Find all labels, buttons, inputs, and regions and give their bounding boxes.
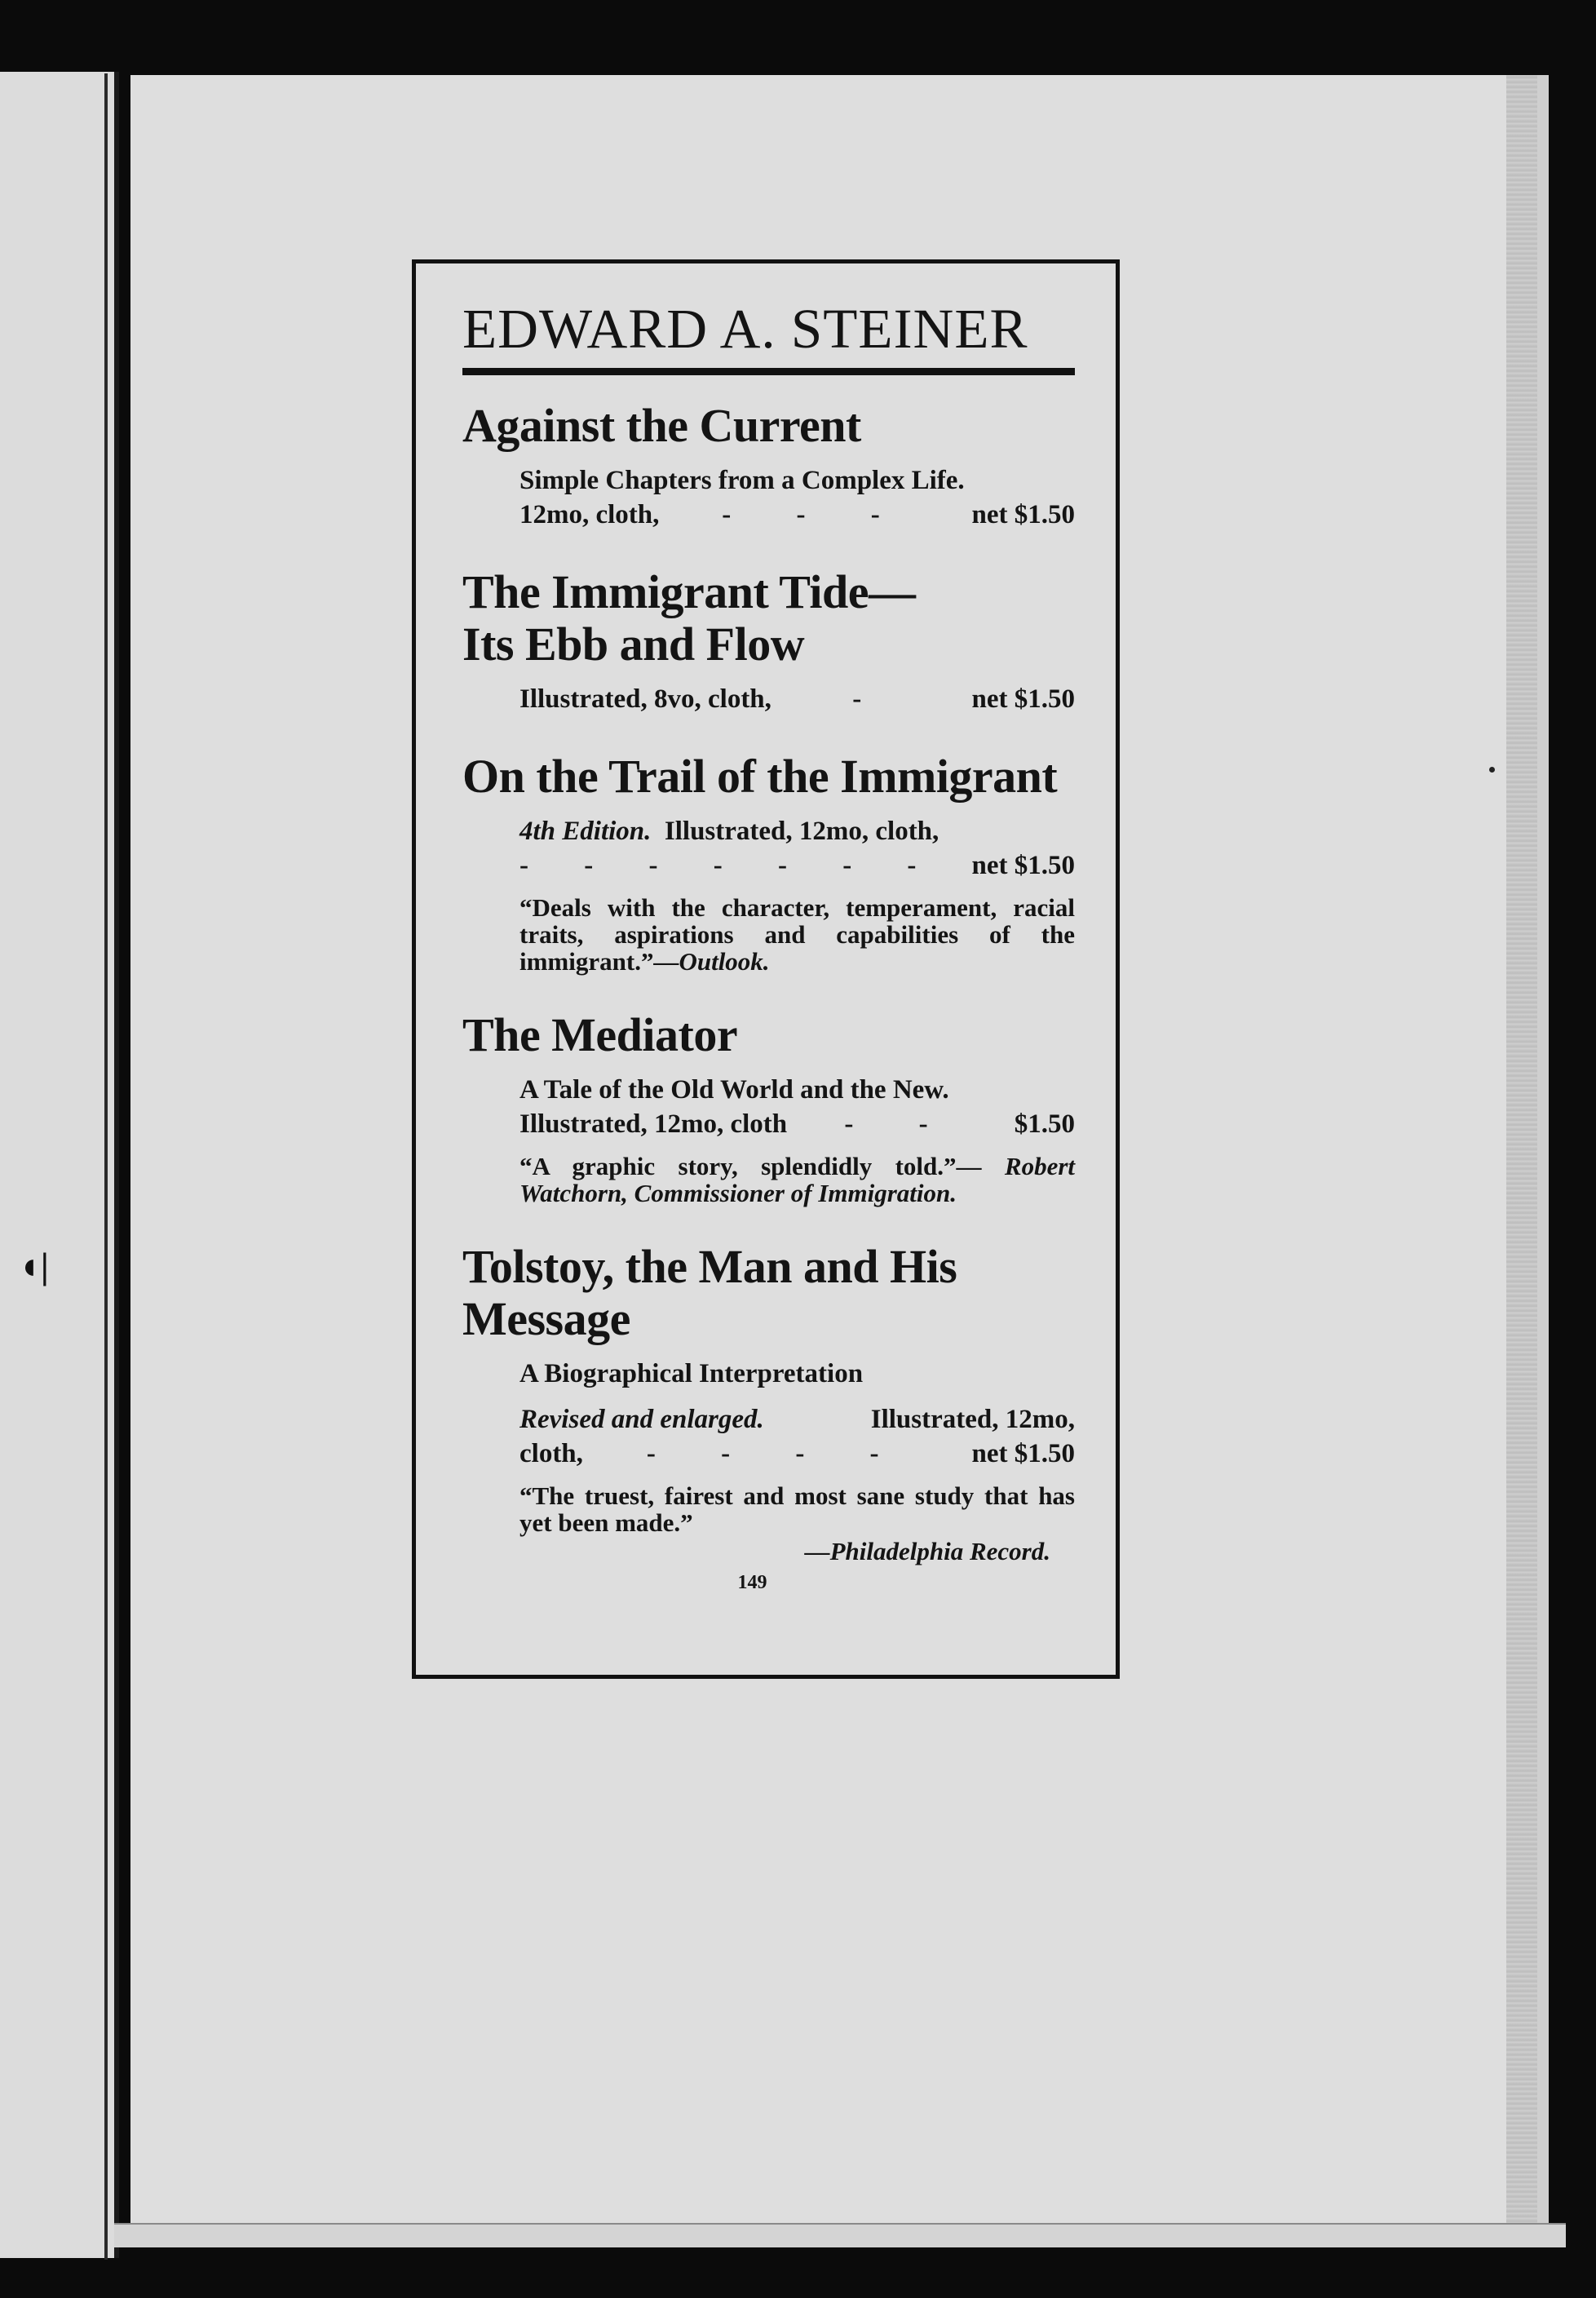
- bottom-page-edge: [114, 2223, 1566, 2247]
- book-edition-line: 4th Edition. Illustrated, 12mo, cloth,: [519, 817, 939, 846]
- book-review-quote: “The truest, fairest and most sane study that has yet been made.”: [519, 1481, 1075, 1537]
- book-price-line: 12mo, cloth, - - - net $1.50: [519, 500, 1075, 529]
- gutter-line: [104, 73, 108, 2260]
- page-edge: [1506, 75, 1537, 2237]
- book-subtitle: Simple Chapters from a Complex Life.: [519, 466, 965, 495]
- author-heading: EDWARD A. STEINER: [462, 298, 1028, 360]
- book-review-quote: “Deals with the character, temperament, racial traits, aspirations and capabilities of the immigrant.”—Outlook.: [519, 893, 1075, 976]
- book-title: On the Trail of the Immigrant: [462, 750, 1058, 803]
- book-title: Tolstoy, the Man and His Message: [462, 1240, 957, 1345]
- book-price-line: cloth, - - - - net $1.50: [519, 1439, 1075, 1468]
- margin-mark: ◖|: [18, 1245, 49, 1286]
- book-entry: [462, 1241, 1075, 1567]
- book-entry: [462, 1009, 1075, 1207]
- book-title: Against the Current: [462, 399, 861, 452]
- page-number: 149: [737, 1572, 767, 1593]
- book-title: The Mediator: [462, 1008, 738, 1061]
- book-price-line: Illustrated, 8vo, cloth, - net $1.50: [519, 684, 1075, 714]
- book-subtitle: A Biographical Interpretation: [519, 1359, 864, 1388]
- book-price-line: Illustrated, 12mo, cloth - - $1.50: [519, 1109, 1075, 1139]
- book-edition-line: Revised and enlarged. Illustrated, 12mo,: [519, 1405, 1075, 1434]
- heading-rule: [462, 368, 1075, 375]
- left-page-fragment: [0, 72, 119, 2258]
- book-entry: [462, 566, 1075, 716]
- book-price-line: - - - - - - - net $1.50: [519, 851, 1075, 880]
- book-entry: [462, 400, 1075, 532]
- ink-speck: [1489, 767, 1495, 773]
- book-subtitle: A Tale of the Old World and the New.: [519, 1075, 949, 1105]
- book-title: The Immigrant Tide— Its Ebb and Flow: [462, 565, 916, 671]
- book-entry: [462, 751, 1075, 975]
- book-review-quote: “A graphic story, splendidly told.”— Robert Watchorn, Commissioner of Immigration.: [519, 1152, 1076, 1207]
- quote-attribution: —Philadelphia Record.: [804, 1537, 1050, 1565]
- advertisement-box: [412, 259, 1120, 1679]
